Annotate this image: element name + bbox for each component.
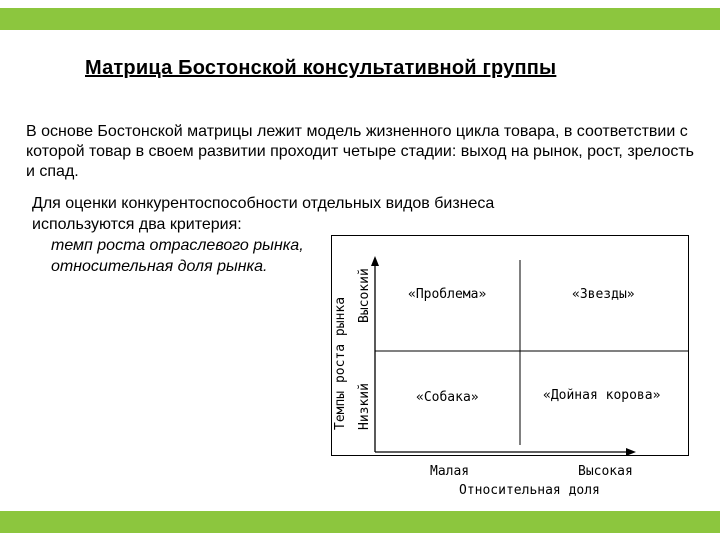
criteria-item-growth: темп роста отраслевого рынка, (51, 237, 304, 254)
bcg-matrix-frame (331, 235, 689, 456)
bottom-accent-bar (0, 511, 720, 533)
criteria-line-2: используются два критерия: (32, 216, 242, 233)
quadrant-stars: «Звезды» (572, 287, 635, 302)
criteria-line-1: Для оценки конкурентоспособности отдельных видов бизнеса (32, 195, 495, 212)
quadrant-dog: «Собака» (416, 390, 479, 405)
slide-title: Матрица Бостонской консультативной группы (85, 57, 557, 79)
quadrant-cash-cow: «Дойная корова» (543, 388, 661, 403)
intro-paragraph: В основе Бостонской матрицы лежит модель жизненного цикла товара, в соответствии с которой товар в своем развитии проходит четыре стадии: выход на рынок, рост, зрелость и спад. (26, 123, 694, 180)
x-axis-high-label: Высокая (578, 464, 633, 479)
y-axis-high-label: Высокий (357, 268, 372, 323)
x-axis-title: Относительная доля (459, 483, 600, 498)
criteria-item-share: относительная доля рынка. (51, 258, 268, 275)
y-axis-low-label: Низкий (357, 383, 372, 430)
y-axis-title: Темпы роста рынка (333, 296, 348, 430)
x-axis-low-label: Малая (430, 464, 470, 479)
top-accent-bar (0, 8, 720, 30)
quadrant-problem: «Проблема» (408, 287, 487, 302)
